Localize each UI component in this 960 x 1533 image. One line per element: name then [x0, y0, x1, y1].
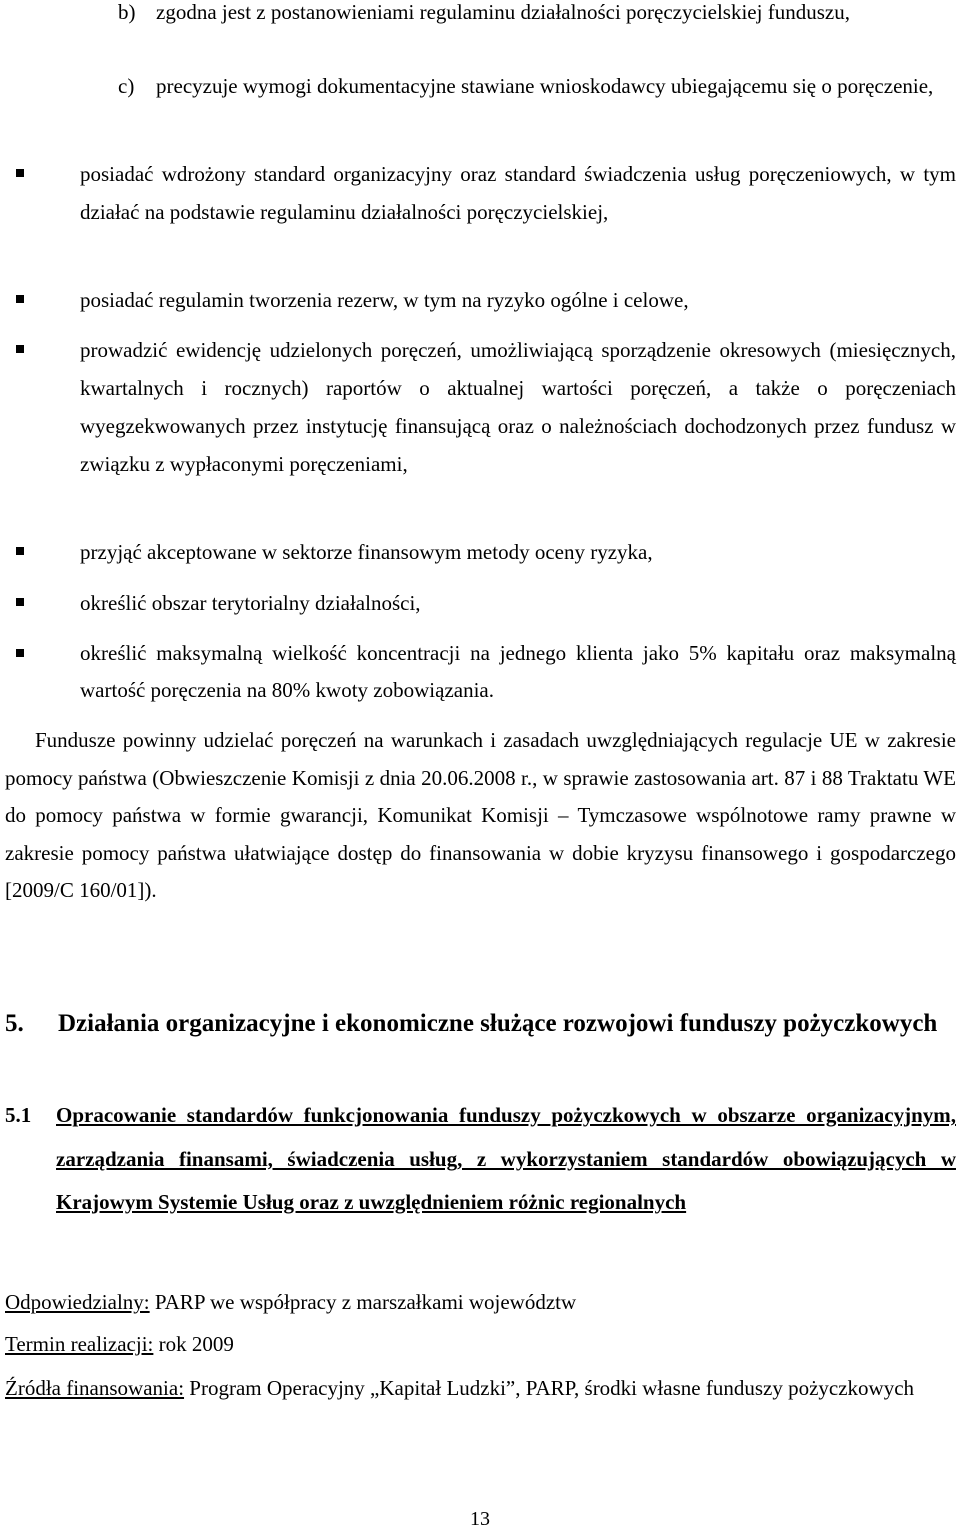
bullet-item	[80, 155, 956, 231]
list-item-b	[118, 0, 956, 31]
list-item-label: c)	[118, 74, 135, 98]
list-item-c	[118, 67, 956, 105]
bullet-text: określić maksymalną wielkość koncentracji na jednego klienta jako 5% kapitału oraz maksymalną wartość poręczenia na 80% kwoty zobowiązania.	[80, 641, 956, 702]
responsible-label: Odpowiedzialny:	[5, 1290, 150, 1314]
bullet-marker	[16, 295, 24, 303]
bullet-marker	[16, 598, 24, 606]
bullet-text: przyjąć akceptowane w sektorze finansowym metody oceny ryzyka,	[80, 540, 653, 564]
subsection-heading	[5, 1094, 956, 1225]
funding-label: Źródła finansowania:	[5, 1376, 185, 1400]
list-item-label: b)	[118, 0, 136, 24]
page-number: 13	[470, 1508, 490, 1530]
list-item-text: precyzuje wymogi dokumentacyjne stawiane wnioskodawcy ubiegającemu się o poręczenie,	[156, 74, 934, 98]
funding-value: Program Operacyjny „Kapitał Ludzki”, PARP, środki własne funduszy pożyczkowych	[184, 1376, 915, 1400]
paragraph-text: Fundusze powinny udzielać poręczeń na warunkach i zasadach uwzględniających regulacje UE w zakresie pomocy państwa (Obwieszczenie Komisji z dnia 20.06.2008 r., w sprawie zastosowania art. 87 i 88 Traktatu WE do pomocy państwa w formie gwarancji, Komunikat Komisji – Tymczasowe wspólnotowe ramy prawne w zakresie pomocy państwa ułatwiające dostęp do finansowania w dobie kryzysu finansowego i gospodarczego [2009/C 160/01]).	[5, 728, 956, 903]
responsible-line	[5, 1281, 956, 1323]
bullet-marker	[16, 169, 24, 177]
bullet-text: posiadać wdrożony standard organizacyjny oraz standard świadczenia usług poręczeniowych, w tym działać na podstawie regulaminu działalności poręczycielskiej,	[80, 162, 956, 224]
funding-line	[5, 1367, 956, 1409]
bullet-item	[80, 281, 956, 319]
bullet-marker	[16, 649, 24, 657]
subsection-title: Opracowanie standardów funkcjonowania funduszy pożyczkowych w obszarze organizacyjnym, zarządzania finansami, świadczenia usług, z wykorzystaniem standardów obowiązujących w Krajowym Systemie Usług oraz z uwzględnieniem różnic regionalnych	[56, 1103, 956, 1214]
deadline-line	[5, 1323, 956, 1365]
bullet-text: określić obszar terytorialny działalności,	[80, 591, 421, 615]
subsection-number: 5.1	[5, 1103, 32, 1127]
bullet-marker	[16, 345, 24, 353]
section-title: Działania organizacyjne i ekonomiczne służące rozwojowi funduszy pożyczkowych	[58, 1010, 938, 1037]
bullet-text: posiadać regulamin tworzenia rezerw, w tym na ryzyko ogólne i celowe,	[80, 288, 689, 312]
body-paragraph	[5, 722, 956, 910]
bullet-marker	[16, 547, 24, 555]
bullet-text: prowadzić ewidencję udzielonych poręczeń, umożliwiającą sporządzenie okresowych (miesięcznych, kwartalnych i rocznych) raportów o aktualnej wartości poręczeń, a także o poręczeniach wyegzekwowanych przez instytucję finansującą oraz o należnościach dochodzonych przez fundusz w związku z wypłaconymi poręczeniami,	[80, 338, 956, 476]
section-heading	[5, 1007, 956, 1041]
bullet-item	[80, 584, 956, 622]
deadline-value: rok 2009	[153, 1332, 234, 1356]
bullet-item	[80, 331, 956, 483]
section-number: 5.	[5, 1010, 24, 1037]
responsible-value: PARP we współpracy z marszałkami województw	[149, 1290, 577, 1314]
list-item-text: zgodna jest z postanowieniami regulaminu działalności poręczycielskiej funduszu,	[156, 0, 850, 24]
deadline-label: Termin realizacji:	[5, 1332, 154, 1356]
bullet-item	[80, 635, 956, 709]
bullet-item	[80, 533, 956, 571]
